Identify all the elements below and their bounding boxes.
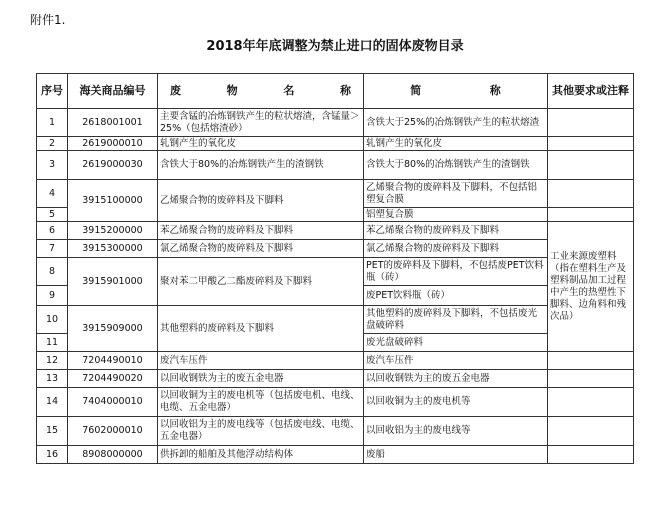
header-name (158, 74, 364, 109)
document-title: 2018年年底调整为禁止进口的固体废物目录 (206, 39, 464, 54)
table-row (37, 222, 634, 240)
cell-seq: 6 (37, 222, 68, 240)
cell-short: 其他塑料的废碎料及下脚料，不包括废光盘破碎料 (364, 306, 548, 334)
cell-name: 氯乙烯聚合物的废碎料及下脚料 (158, 240, 364, 258)
cell-remark-empty (548, 109, 634, 137)
cell-seq: 14 (37, 388, 68, 417)
cell-remark-empty (548, 151, 634, 180)
cell-name: 含铁大于80%的冶炼钢铁产生的渣钢铁 (158, 151, 364, 180)
cell-short: 乙烯聚合物的废碎料及下脚料，不包括铝塑复合膜 (364, 180, 548, 208)
cell-code: 7204490020 (68, 370, 158, 388)
cell-seq: 4 (37, 180, 68, 208)
header-short-char: 称 (489, 84, 501, 97)
cell-remark-empty (548, 388, 634, 417)
cell-code: 3915100000 (68, 180, 158, 222)
header-name-char: 称 (339, 84, 351, 97)
cell-seq: 16 (37, 446, 68, 464)
cell-remark-empty (548, 137, 634, 151)
header-seq: 序号 (37, 74, 68, 109)
cell-remark-empty (548, 370, 634, 388)
cell-code: 7404000010 (68, 388, 158, 417)
cell-short: 废汽车压件 (364, 352, 548, 370)
cell-short: 铝塑复合膜 (364, 208, 548, 222)
cell-seq: 3 (37, 151, 68, 180)
header-name-char: 废 (170, 84, 181, 97)
cell-remark-empty (548, 352, 634, 370)
cell-seq: 1 (37, 109, 68, 137)
table-row (37, 137, 634, 151)
cell-code: 2619000010 (68, 137, 158, 151)
cell-code: 8908000000 (68, 446, 158, 464)
table-header-row (37, 74, 634, 109)
cell-remark-empty (548, 180, 634, 208)
cell-name: 供拆卸的船舶及其他浮动结构体 (158, 446, 364, 464)
cell-seq: 10 (37, 306, 68, 334)
cell-seq: 9 (37, 286, 68, 306)
cell-seq: 11 (37, 334, 68, 352)
cell-remark-plastics: 工业来源废塑料（指在塑料生产及塑料制品加工过程中产生的热塑性下脚料、边角料和残次品） (548, 222, 634, 352)
cell-seq: 8 (37, 258, 68, 286)
cell-name: 以回收铜为主的废电机等（包括废电机、电线、电缆、五金电器） (158, 388, 364, 417)
header-short-char: 简 (410, 84, 422, 97)
table-row (37, 258, 634, 286)
cell-code: 3915200000 (68, 222, 158, 240)
table-row (37, 352, 634, 370)
cell-name: 乙烯聚合物的废碎料及下脚料 (158, 180, 364, 222)
cell-seq: 5 (37, 208, 68, 222)
cell-short: 含铁大于25%的冶炼钢铁产生的粒状熔渣 (364, 109, 548, 137)
cell-remark-empty (548, 446, 634, 464)
table-row (37, 306, 634, 334)
waste-catalog-table (36, 73, 634, 464)
header-code: 海关商品编号 (68, 74, 158, 109)
cell-seq: 7 (37, 240, 68, 258)
cell-seq: 12 (37, 352, 68, 370)
cell-remark-empty (548, 208, 634, 222)
cell-short: 氯乙烯聚合物的废碎料及下脚料 (364, 240, 548, 258)
cell-code: 3915300000 (68, 240, 158, 258)
cell-code: 3915909000 (68, 306, 158, 352)
cell-name: 废汽车压件 (158, 352, 364, 370)
header-short (364, 74, 548, 109)
cell-name: 以回收钢铁为主的废五金电器 (158, 370, 364, 388)
cell-remark-empty (548, 417, 634, 446)
cell-short: 废船 (364, 446, 548, 464)
header-remark: 其他要求或注释 (548, 74, 634, 109)
cell-name: 主要含锰的冶炼钢铁产生的粒状熔渣，含锰量＞25%（包括熔渣砂） (158, 109, 364, 137)
table-row (37, 370, 634, 388)
cell-short: 以回收铝为主的废电线等 (364, 417, 548, 446)
cell-code: 2618001001 (68, 109, 158, 137)
cell-seq: 2 (37, 137, 68, 151)
cell-short: 废PET饮料瓶（砖） (364, 286, 548, 306)
cell-short: 含铁大于80%的冶炼钢铁产生的渣钢铁 (364, 151, 548, 180)
table-row (37, 109, 634, 137)
cell-name: 其他塑料的废碎料及下脚料 (158, 306, 364, 352)
cell-short: 轧钢产生的氧化皮 (364, 137, 548, 151)
cell-code: 7204490010 (68, 352, 158, 370)
cell-seq: 13 (37, 370, 68, 388)
cell-name: 苯乙烯聚合物的废碎料及下脚料 (158, 222, 364, 240)
cell-code: 2619000030 (68, 151, 158, 180)
cell-name: 轧钢产生的氧化皮 (158, 137, 364, 151)
cell-seq: 15 (37, 417, 68, 446)
cell-short: PET的废碎料及下脚料，不包括废PET饮料瓶（砖） (364, 258, 548, 286)
header-name-char: 物 (226, 84, 238, 97)
table-row (37, 417, 634, 446)
table-row (37, 151, 634, 180)
table-row (37, 388, 634, 417)
cell-short: 苯乙烯聚合物的废碎料及下脚料 (364, 222, 548, 240)
table-row (37, 240, 634, 258)
header-name-char: 名 (283, 84, 295, 97)
annex-label: 附件1. (30, 13, 66, 27)
cell-short: 以回收钢铁为主的废五金电器 (364, 370, 548, 388)
cell-name: 聚对苯二甲酸乙二酯废碎料及下脚料 (158, 258, 364, 306)
cell-name: 以回收铝为主的废电线等（包括废电线、电缆、五金电器） (158, 417, 364, 446)
cell-short: 废光盘破碎料 (364, 334, 548, 352)
table-row (37, 180, 634, 208)
cell-code: 7602000010 (68, 417, 158, 446)
cell-code: 3915901000 (68, 258, 158, 306)
table-row (37, 446, 634, 464)
cell-short: 以回收铜为主的废电机等 (364, 388, 548, 417)
